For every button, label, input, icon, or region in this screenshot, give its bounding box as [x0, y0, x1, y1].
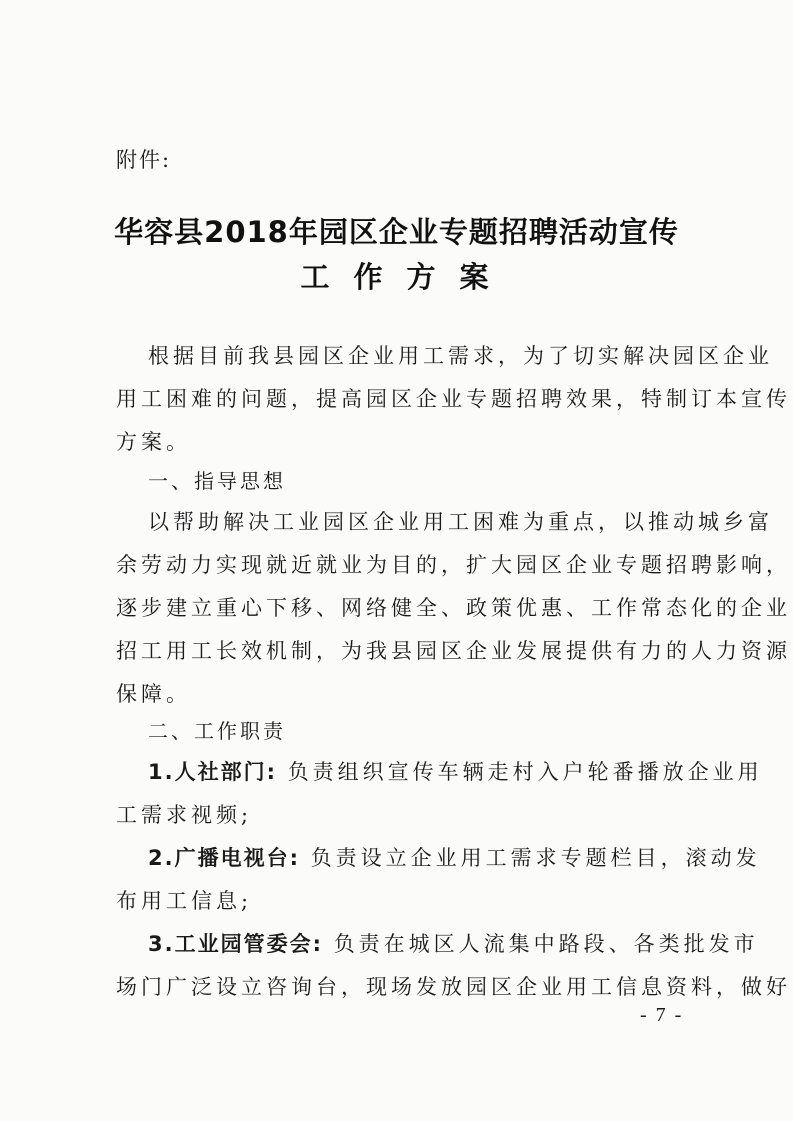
- duty-item-3-lead: 3.工业园管委会:: [148, 932, 323, 956]
- intro-line-3: 方案。: [116, 430, 191, 454]
- duty-item-3-line-2: 场门广泛设立咨询台，现场发放园区企业用工信息资料，做好: [116, 975, 791, 999]
- intro-line-2: 用工困难的问题，提高园区企业专题招聘效果，特制订本宣传: [116, 387, 791, 411]
- duty-item-1-lead: 1.人社部门:: [148, 760, 277, 784]
- section1-line-3: 逐步建立重心下移、网络健全、政策优惠、工作常态化的企业: [116, 596, 791, 620]
- duty-item-3-text: 负责在城区人流集中路段、各类批发市: [333, 932, 759, 956]
- section1-line-1: 以帮助解决工业园区企业用工困难为重点，以推动城乡富: [148, 510, 773, 534]
- section2-heading: 二、工作职责: [148, 719, 286, 743]
- duty-item-1: [148, 762, 763, 783]
- duty-item-1-text: 负责组织宣传车辆走村入户轮番播放企业用: [287, 760, 763, 784]
- section1-heading: 一、指导思想: [148, 469, 286, 493]
- section1-line-5: 保障。: [116, 682, 191, 706]
- document-title-line2: 工作方案: [300, 260, 513, 294]
- intro-line-1: 根据目前我县园区企业用工需求，为了切实解决园区企业: [148, 344, 773, 368]
- duty-item-2-line-2: 布用工信息;: [116, 889, 253, 913]
- duty-item-2-lead: 2.广播电视台:: [148, 846, 300, 870]
- attachment-label: 附件:: [116, 148, 172, 172]
- section1-line-4: 招工用工长效机制，为我县园区企业发展提供有力的人力资源: [116, 639, 791, 663]
- section1-line-2: 余劳动力实现就近就业为目的，扩大园区企业专题招聘影响，: [116, 553, 791, 577]
- duty-item-2: [148, 848, 761, 869]
- duty-item-2-text: 负责设立企业用工需求专题栏目，滚动发: [310, 846, 761, 870]
- duty-item-1-line-2: 工需求视频;: [116, 803, 253, 827]
- duty-item-3: [148, 934, 759, 955]
- page-number: - 7 -: [640, 1004, 684, 1026]
- document-title-line1: 华容县2018年园区企业专题招聘活动宣传: [114, 215, 679, 249]
